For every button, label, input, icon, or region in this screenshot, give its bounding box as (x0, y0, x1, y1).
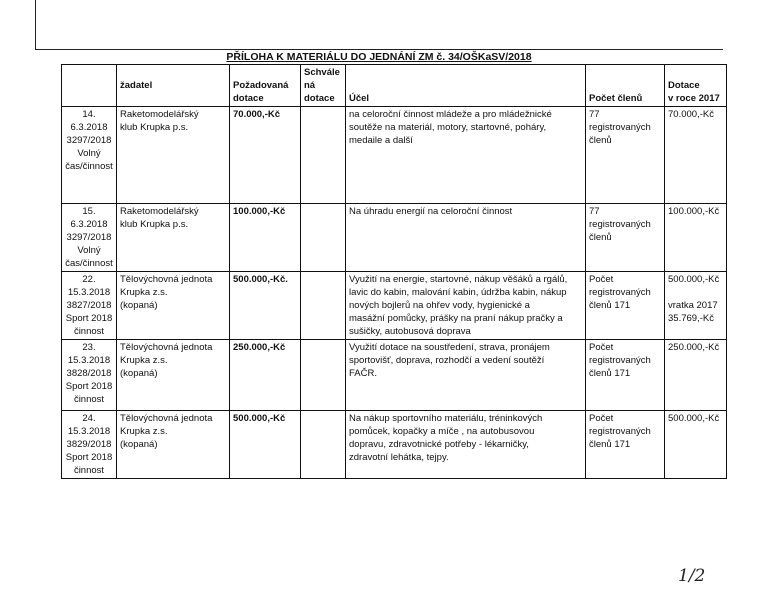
cell-dotace-2017 (665, 411, 727, 479)
header-dotace-2017 (665, 65, 727, 107)
cell-ucel-line: sportovišť, doprava, rozhodčí a vedení soutěží (349, 355, 545, 366)
cell-pocet-line: 77 (589, 109, 600, 120)
table-row (62, 272, 727, 340)
cell-dotace-2017-line: 35.769,-Kč (668, 313, 714, 324)
cell-id-line: Volný (77, 148, 101, 159)
cell-pozadovana: 100.000,-Kč (230, 204, 301, 272)
cell-ucel (346, 107, 586, 204)
cell-pocet (586, 204, 665, 272)
cell-dotace-2017-line: 100.000,-Kč (668, 206, 720, 217)
header-schvalena-line: Schvále (304, 67, 340, 78)
cell-pocet (586, 340, 665, 411)
cell-zadatel-line: Tělovýchovná jednota (120, 274, 213, 285)
cell-id-line: 15. (82, 206, 96, 217)
header-dotace-line: Dotace (668, 80, 700, 91)
cell-ucel-line: Využití dotace na soustředení, strava, pronájem (349, 342, 550, 353)
grant-table (61, 64, 727, 479)
header-ucel: Účel (346, 65, 586, 107)
header-id (62, 65, 117, 107)
cell-id-line: 14. (82, 109, 96, 120)
cell-ucel-line: medaile a další (349, 135, 413, 146)
cell-ucel-line: sušičky, autobusová doprava (349, 326, 471, 337)
cell-ucel (346, 340, 586, 411)
header-dotace-line: v roce 2017 (668, 93, 720, 104)
cell-ucel-line: Na nákup sportovního materiálu, tréninkových (349, 413, 543, 424)
cell-dotace-2017 (665, 272, 727, 340)
cell-ucel-line: FAČR. (349, 368, 377, 379)
cell-zadatel-line: Raketomodelářský (120, 206, 199, 217)
cell-zadatel (117, 107, 230, 204)
cell-pocet-line: členů (589, 135, 612, 146)
table-row (62, 107, 727, 204)
document-caption: PŘÍLOHA K MATERIÁLU DO JEDNÁNÍ ZM č. 34/OŠKaSV/2018 (226, 51, 532, 63)
cell-id-line: 15.3.2018 (67, 426, 111, 437)
cell-ucel (346, 204, 586, 272)
cell-pocet-line: členů 171 (589, 439, 631, 450)
cell-zadatel-line: Krupka z.s. (120, 426, 168, 437)
cell-pocet-line: Počet (589, 413, 614, 424)
table-row (62, 340, 727, 411)
cell-ucel-line: dopravu, zdravotnické potřeby - lékarničky, (349, 439, 529, 450)
cell-pocet-line: členů (589, 232, 612, 243)
cell-id (62, 272, 117, 340)
cell-id-line: 15.3.2018 (67, 287, 111, 298)
cell-dotace-2017-line: 70.000,-Kč (668, 109, 714, 120)
cell-dotace-2017-line: 500.000,-Kč (668, 274, 720, 285)
cell-zadatel-line: Tělovýchovná jednota (120, 342, 213, 353)
header-schvalena-line: dotace (304, 93, 335, 104)
cell-pocet-line: registrovaných (589, 355, 651, 366)
header-zadatel: žadatel (117, 65, 230, 107)
cell-pocet (586, 411, 665, 479)
margin-vertical-rule (35, 0, 36, 50)
cell-ucel-line: Využití na energie, startovné, nákup věšáků a rgálů, (349, 274, 568, 285)
header-schvalena (301, 65, 346, 107)
cell-schvalena (301, 107, 346, 204)
cell-zadatel-line: Krupka z.s. (120, 287, 168, 298)
cell-zadatel (117, 340, 230, 411)
cell-id-line: Volný (77, 245, 101, 256)
cell-pocet-line: registrovaných (589, 287, 651, 298)
cell-id-line: 23. (82, 342, 96, 353)
cell-schvalena (301, 411, 346, 479)
header-pozadovana-line: Požadovaná (233, 80, 289, 91)
cell-ucel-line: zdravotní lehátka, tejpy. (349, 452, 449, 463)
cell-id-line: 3829/2018 (66, 439, 112, 450)
cell-id-line: Sport 2018 (65, 452, 113, 463)
cell-ucel-line: na celoroční činnost mládeže a pro mládežnické (349, 109, 552, 120)
cell-id-line: činnost (73, 326, 105, 337)
table-row (62, 204, 727, 272)
cell-pocet-line: Počet (589, 274, 614, 285)
cell-pocet (586, 107, 665, 204)
cell-id-line: Sport 2018 (65, 381, 113, 392)
cell-ucel-line: Na úhradu energií na celoroční činnost (349, 206, 513, 217)
cell-zadatel-line: Tělovýchovná jednota (120, 413, 213, 424)
cell-id-line: Sport 2018 (65, 313, 113, 324)
cell-pocet-line: Počet (589, 342, 614, 353)
cell-zadatel-line: Krupka z.s. (120, 355, 168, 366)
cell-ucel-line: masážní pomůcky, prášky na praní nákup pračky a (349, 313, 563, 324)
cell-dotace-2017-line: vratka 2017 (668, 300, 718, 311)
header-pozadovana (230, 65, 301, 107)
cell-schvalena (301, 272, 346, 340)
cell-zadatel (117, 411, 230, 479)
cell-id-line: 22. (82, 274, 96, 285)
cell-zadatel-line: (kopaná) (120, 439, 158, 450)
cell-schvalena (301, 340, 346, 411)
cell-pozadovana: 70.000,-Kč (230, 107, 301, 204)
cell-dotace-2017 (665, 340, 727, 411)
cell-ucel-line: soutěže na materiál, motory, startovné, poháry, (349, 122, 547, 133)
cell-zadatel (117, 272, 230, 340)
cell-pozadovana: 500.000,-Kč. (230, 272, 301, 340)
header-pozadovana-line: dotace (233, 93, 264, 104)
cell-id-line: 3828/2018 (66, 368, 112, 379)
cell-pocet-line: členů 171 (589, 368, 631, 379)
table-row (62, 411, 727, 479)
cell-zadatel-line: klub Krupka p.s. (120, 122, 189, 133)
cell-ucel (346, 411, 586, 479)
cell-zadatel-line: Raketomodelářský (120, 109, 199, 120)
header-schvalena-line: ná (304, 80, 316, 91)
cell-pozadovana: 250.000,-Kč (230, 340, 301, 411)
cell-dotace-2017-line: 500.000,-Kč (668, 413, 720, 424)
cell-ucel-line: lavic do kabin, malování kabin, údržba kabin, nákup (349, 287, 567, 298)
cell-zadatel (117, 204, 230, 272)
header-horizontal-rule (35, 49, 723, 50)
cell-dotace-2017-line (668, 286, 723, 299)
cell-id (62, 340, 117, 411)
cell-id-line: čas/činnost (65, 258, 113, 269)
cell-pocet-line: registrovaných (589, 426, 651, 437)
cell-pocet-line: členů 171 (589, 300, 631, 311)
cell-dotace-2017 (665, 204, 727, 272)
cell-id-line: 3297/2018 (66, 232, 112, 243)
cell-pocet (586, 272, 665, 340)
page-number-handwritten: 1/2 (678, 566, 706, 586)
cell-id-line: 15.3.2018 (67, 355, 111, 366)
table-header-row (62, 65, 727, 107)
cell-dotace-2017-line: 250.000,-Kč (668, 342, 720, 353)
cell-ucel-line: nových bojlerů na ohřev vody, hygienické a (349, 300, 530, 311)
cell-id-line: 6.3.2018 (70, 122, 108, 133)
cell-pocet-line: registrovaných (589, 122, 651, 133)
cell-zadatel-line: klub Krupka p.s. (120, 219, 189, 230)
cell-id-line: činnost (73, 465, 105, 476)
cell-pocet-line: 77 (589, 206, 600, 217)
cell-id-line: čas/činnost (65, 161, 113, 172)
cell-id (62, 411, 117, 479)
cell-schvalena (301, 204, 346, 272)
header-pocet: Počet členů (586, 65, 665, 107)
cell-zadatel-line: (kopaná) (120, 300, 158, 311)
cell-pocet-line: registrovaných (589, 219, 651, 230)
cell-id-line: 3827/2018 (66, 300, 112, 311)
cell-id (62, 107, 117, 204)
cell-id-line: činnost (73, 394, 105, 405)
cell-pozadovana: 500.000,-Kč (230, 411, 301, 479)
cell-zadatel-line: (kopaná) (120, 368, 158, 379)
cell-ucel-line: pomůcek, kopačky a míče , na autobusovou (349, 426, 535, 437)
cell-ucel (346, 272, 586, 340)
cell-id-line: 6.3.2018 (70, 219, 108, 230)
cell-id-line: 24. (82, 413, 96, 424)
cell-dotace-2017 (665, 107, 727, 204)
cell-id (62, 204, 117, 272)
cell-id-line: 3297/2018 (66, 135, 112, 146)
